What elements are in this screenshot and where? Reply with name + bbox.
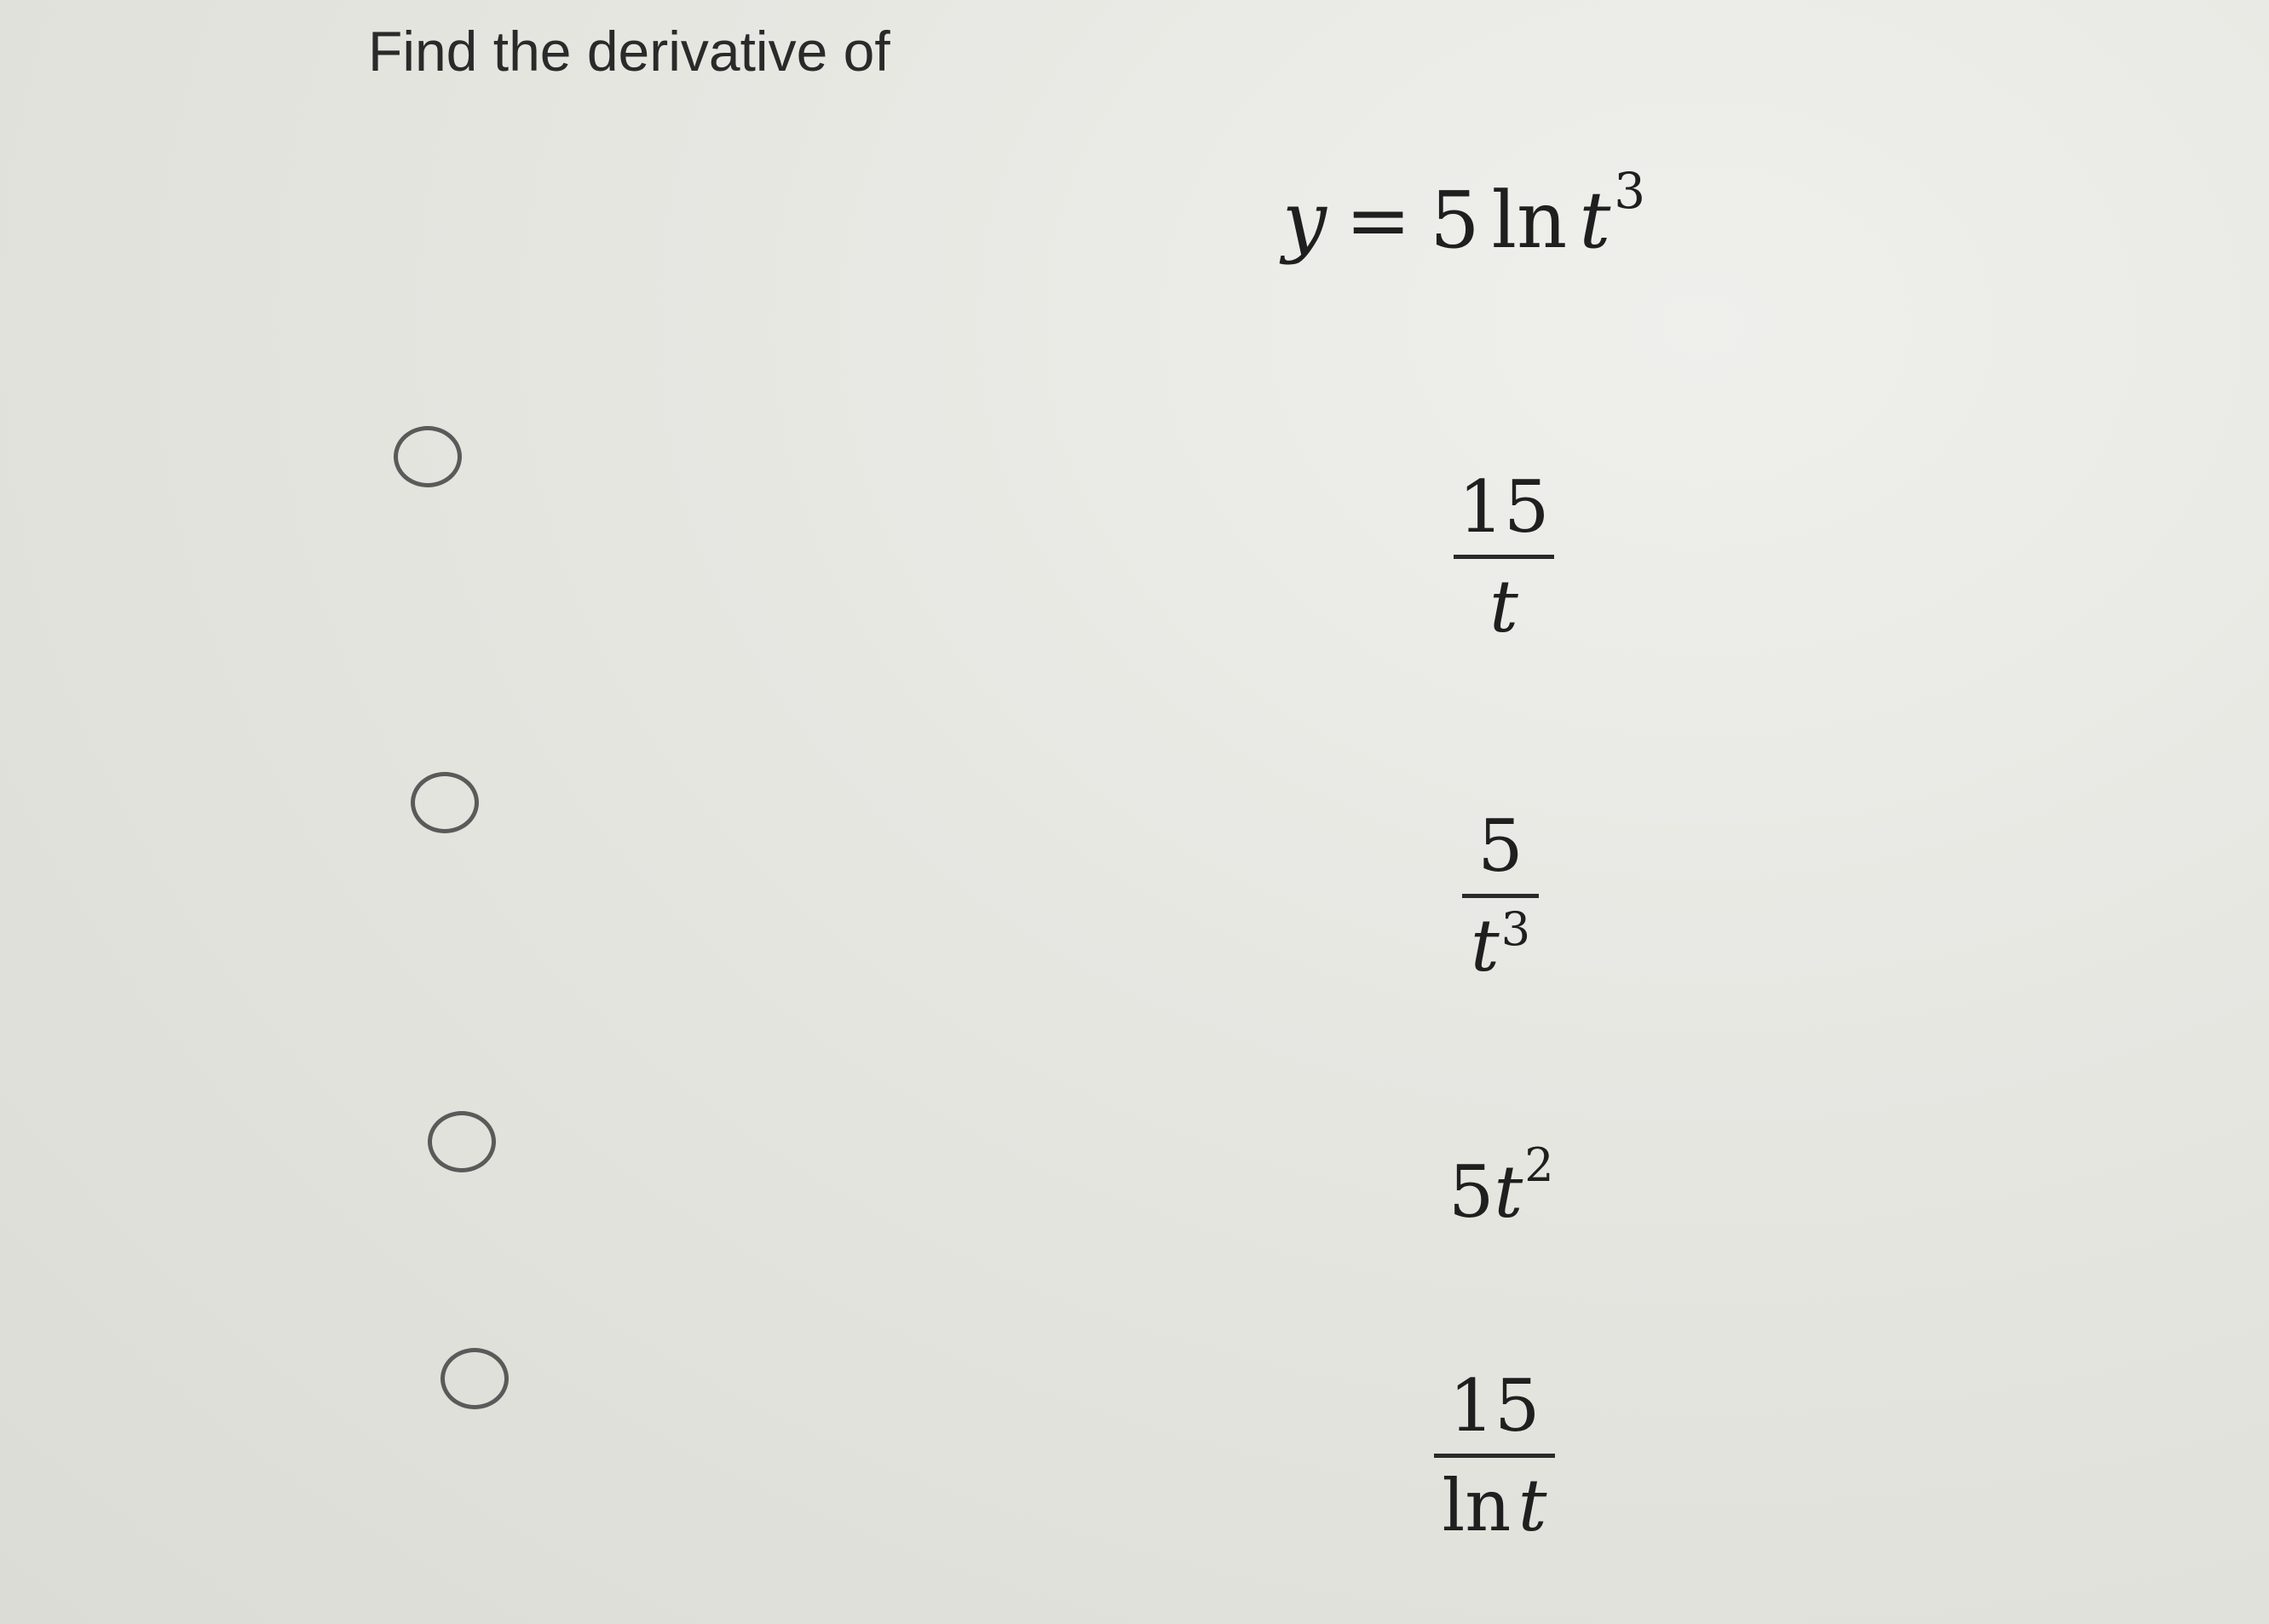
option-4-denominator: ln t (1442, 1464, 1547, 1547)
option-3-exponent: 2 (1524, 1138, 1554, 1192)
option-1-numerator: 15 (1458, 465, 1550, 549)
equation-function: ln (1491, 175, 1568, 266)
option-2-denominator: $t^3$ (1470, 902, 1531, 988)
equation-exponent: 3 (1614, 162, 1646, 220)
option-1-answer (1454, 464, 1554, 649)
equation-lhs: y (1282, 175, 1327, 266)
option-3-variable: t (1494, 1150, 1523, 1234)
option-2-fraction-bar (1462, 894, 1539, 898)
option-1-radio[interactable] (394, 426, 462, 487)
equation-equals: = (1345, 175, 1412, 266)
option-3-radio[interactable] (428, 1111, 496, 1172)
question-equation (1282, 162, 1646, 266)
option-2-numerator: 5 (1477, 804, 1523, 888)
equation-variable: t (1579, 175, 1611, 266)
equation-coefficient: 5 (1430, 175, 1480, 266)
option-4-fraction-bar (1434, 1454, 1555, 1458)
option-3-coefficient: 5 (1448, 1150, 1494, 1234)
option-2-answer (1462, 803, 1539, 998)
option-1-denominator: t (1489, 565, 1518, 648)
option-4-radio[interactable] (441, 1348, 509, 1409)
option-2-radio[interactable] (411, 772, 479, 833)
question-prompt: Find the derivative of (368, 20, 890, 83)
option-4-numerator: 15 (1448, 1364, 1541, 1448)
option-1-fraction-bar (1454, 555, 1554, 559)
option-3-answer (1448, 1138, 1554, 1234)
option-4-answer (1434, 1363, 1555, 1548)
